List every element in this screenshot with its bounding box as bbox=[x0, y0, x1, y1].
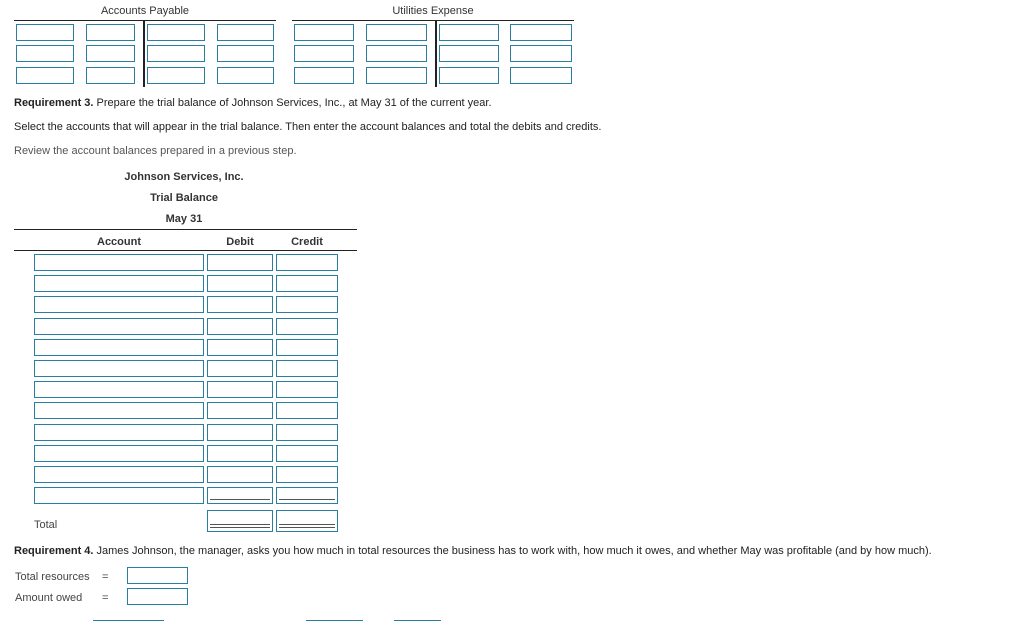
t-account-entry-input[interactable] bbox=[217, 45, 274, 62]
partial-box-edge bbox=[306, 620, 363, 621]
t-account-divider bbox=[143, 20, 145, 87]
t-account-entry-input[interactable] bbox=[510, 67, 572, 84]
amount-owed-input[interactable] bbox=[127, 588, 188, 605]
requirement-3-label: Requirement 3. bbox=[14, 97, 94, 109]
credit-input[interactable] bbox=[276, 360, 338, 377]
account-select-input[interactable] bbox=[34, 466, 204, 483]
account-select-input[interactable] bbox=[34, 339, 204, 356]
t-account-entry-input[interactable] bbox=[16, 45, 74, 62]
t-account-entry-input[interactable] bbox=[86, 45, 135, 62]
debit-input[interactable] bbox=[207, 296, 273, 313]
total-label: Total bbox=[34, 519, 58, 531]
debit-input[interactable] bbox=[207, 275, 273, 292]
t-account-entry-input[interactable] bbox=[86, 24, 135, 41]
requirement-3-body: Prepare the trial balance of Johnson Services, Inc., at May 31 of the current year. bbox=[93, 97, 492, 109]
credit-input[interactable] bbox=[276, 487, 338, 504]
t-account-title-utilities-expense: Utilities Expense bbox=[392, 5, 474, 17]
debit-input[interactable] bbox=[207, 424, 273, 441]
total-debit-input[interactable] bbox=[207, 510, 273, 532]
t-account-entry-input[interactable] bbox=[147, 24, 205, 41]
requirement-4-text bbox=[14, 545, 932, 557]
total-resources-label: Total resources bbox=[15, 571, 90, 583]
credit-input[interactable] bbox=[276, 466, 338, 483]
account-select-input[interactable] bbox=[34, 254, 204, 271]
trial-balance-header-bottom-rule bbox=[14, 250, 357, 251]
debit-input[interactable] bbox=[207, 381, 273, 398]
t-account-entry-input[interactable] bbox=[510, 45, 572, 62]
t-account-entry-input[interactable] bbox=[510, 24, 572, 41]
total-resources-input[interactable] bbox=[127, 567, 188, 584]
t-account-entry-input[interactable] bbox=[366, 24, 427, 41]
debit-input[interactable] bbox=[207, 339, 273, 356]
debit-input[interactable] bbox=[207, 254, 273, 271]
requirement-3-instruction: Select the accounts that will appear in the trial balance. Then enter the account balances and total the debits and credits. bbox=[14, 121, 602, 133]
column-header-credit: Credit bbox=[291, 236, 323, 248]
account-select-input[interactable] bbox=[34, 318, 204, 335]
total-credit-input[interactable] bbox=[276, 510, 338, 532]
credit-input[interactable] bbox=[276, 275, 338, 292]
t-account-top-line bbox=[14, 20, 276, 21]
t-account-entry-input[interactable] bbox=[439, 45, 499, 62]
trial-balance-header-top-rule bbox=[14, 229, 357, 230]
credit-input[interactable] bbox=[276, 318, 338, 335]
debit-input[interactable] bbox=[207, 402, 273, 419]
t-account-entry-input[interactable] bbox=[439, 24, 499, 41]
account-select-input[interactable] bbox=[34, 360, 204, 377]
credit-input[interactable] bbox=[276, 381, 338, 398]
debit-input[interactable] bbox=[207, 360, 273, 377]
t-account-entry-input[interactable] bbox=[294, 67, 354, 84]
credit-input[interactable] bbox=[276, 339, 338, 356]
total-resources-equals: = bbox=[102, 571, 109, 583]
partial-box-edge bbox=[93, 620, 164, 621]
trial-balance-title: Trial Balance bbox=[150, 192, 218, 204]
debit-input[interactable] bbox=[207, 487, 273, 504]
debit-input[interactable] bbox=[207, 445, 273, 462]
column-header-debit: Debit bbox=[226, 236, 254, 248]
account-select-input[interactable] bbox=[34, 275, 204, 292]
credit-input[interactable] bbox=[276, 445, 338, 462]
t-account-title-accounts-payable: Accounts Payable bbox=[100, 5, 190, 17]
t-account-entry-input[interactable] bbox=[294, 45, 354, 62]
t-account-entry-input[interactable] bbox=[217, 24, 274, 41]
t-account-entry-input[interactable] bbox=[366, 45, 427, 62]
column-header-account: Account bbox=[97, 236, 141, 248]
credit-input[interactable] bbox=[276, 424, 338, 441]
t-account-entry-input[interactable] bbox=[439, 67, 499, 84]
subtotal-underline bbox=[210, 499, 270, 500]
amount-owed-label: Amount owed bbox=[15, 592, 83, 604]
requirement-4-body: James Johnson, the manager, asks you how much in total resources the business has to work with, how much it owes, and whether May was profitable (and by how much). bbox=[93, 545, 932, 557]
t-account-entry-input[interactable] bbox=[86, 67, 135, 84]
credit-input[interactable] bbox=[276, 296, 338, 313]
account-select-input[interactable] bbox=[34, 381, 204, 398]
t-account-entry-input[interactable] bbox=[16, 67, 74, 84]
total-credit-double-underline bbox=[279, 524, 335, 528]
credit-input[interactable] bbox=[276, 254, 338, 271]
partial-box-edge bbox=[394, 620, 441, 621]
trial-balance-company: Johnson Services, Inc. bbox=[124, 171, 244, 183]
requirement-4-label: Requirement 4. bbox=[14, 545, 94, 557]
total-debit-double-underline bbox=[210, 524, 270, 528]
t-account-divider bbox=[435, 20, 437, 87]
t-account-entry-input[interactable] bbox=[366, 67, 427, 84]
debit-input[interactable] bbox=[207, 318, 273, 335]
account-select-input[interactable] bbox=[34, 402, 204, 419]
account-select-input[interactable] bbox=[34, 424, 204, 441]
requirement-3-note: Review the account balances prepared in a previous step. bbox=[14, 145, 297, 157]
requirement-3-text bbox=[14, 97, 492, 109]
debit-input[interactable] bbox=[207, 466, 273, 483]
subtotal-underline bbox=[279, 499, 335, 500]
account-select-input[interactable] bbox=[34, 445, 204, 462]
account-select-input[interactable] bbox=[34, 487, 204, 504]
credit-input[interactable] bbox=[276, 402, 338, 419]
t-account-entry-input[interactable] bbox=[217, 67, 274, 84]
t-account-entry-input[interactable] bbox=[147, 45, 205, 62]
t-account-entry-input[interactable] bbox=[16, 24, 74, 41]
amount-owed-equals: = bbox=[102, 592, 109, 604]
t-account-entry-input[interactable] bbox=[147, 67, 205, 84]
t-account-top-line bbox=[292, 20, 574, 21]
trial-balance-date: May 31 bbox=[165, 213, 203, 225]
t-account-entry-input[interactable] bbox=[294, 24, 354, 41]
account-select-input[interactable] bbox=[34, 296, 204, 313]
